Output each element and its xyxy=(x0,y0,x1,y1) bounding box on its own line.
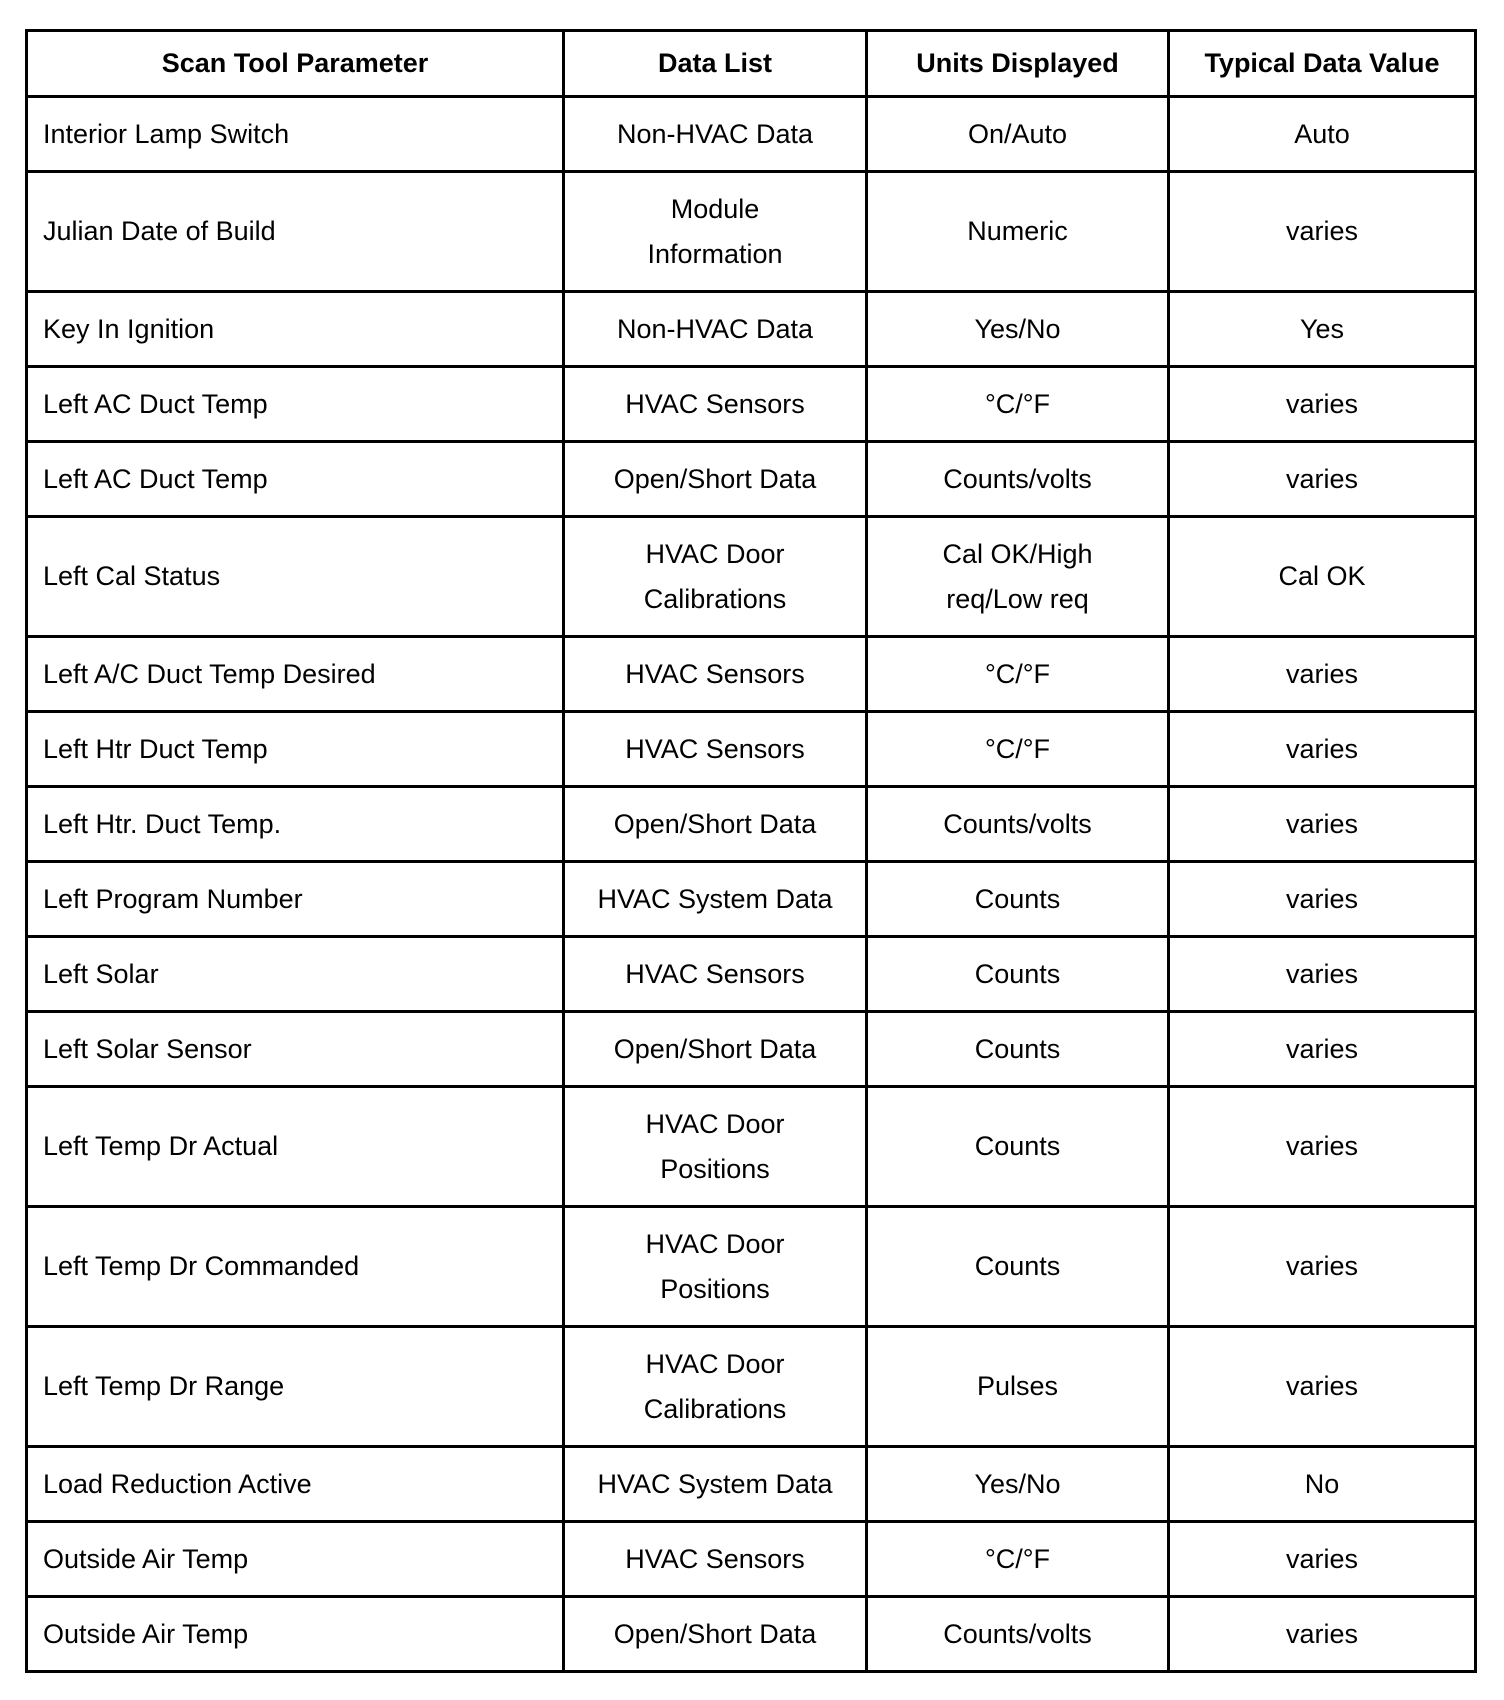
cell-data-list-line: HVAC Sensors xyxy=(625,733,805,764)
cell-units-displayed xyxy=(867,292,1169,367)
cell-units-displayed xyxy=(867,172,1169,292)
cell-units-line: Counts/volts xyxy=(943,808,1092,839)
table-row xyxy=(27,442,1476,517)
cell-scan-tool-parameter: Left Htr Duct Temp xyxy=(27,712,564,787)
cell-typical-data-value: varies xyxy=(1169,712,1476,787)
cell-data-list xyxy=(564,367,867,442)
cell-typical-data-value: varies xyxy=(1169,787,1476,862)
cell-scan-tool-parameter: Left Solar Sensor xyxy=(27,1012,564,1087)
cell-units-displayed xyxy=(867,1327,1169,1447)
cell-units-line: Numeric xyxy=(967,216,1068,246)
cell-scan-tool-parameter: Left Htr. Duct Temp. xyxy=(27,787,564,862)
cell-typical-data-value: varies xyxy=(1169,1012,1476,1087)
cell-data-list-line: Module xyxy=(670,193,760,224)
cell-data-list-line: HVAC Sensors xyxy=(625,388,805,419)
cell-data-list-line: HVAC Door xyxy=(645,538,785,569)
cell-units-displayed xyxy=(867,1597,1169,1672)
cell-units-displayed xyxy=(867,442,1169,517)
cell-units-displayed xyxy=(867,862,1169,937)
cell-scan-tool-parameter: Outside Air Temp xyxy=(27,1522,564,1597)
header-scan-tool-parameter: Scan Tool Parameter xyxy=(27,31,564,97)
table-row xyxy=(27,517,1476,637)
cell-units-line: Counts xyxy=(974,1033,1061,1064)
cell-data-list-line: Calibrations xyxy=(643,1393,787,1424)
table-row xyxy=(27,1012,1476,1087)
cell-units-displayed xyxy=(867,1087,1169,1207)
cell-data-list xyxy=(564,1597,867,1672)
cell-units-line: Counts xyxy=(974,958,1061,989)
cell-units-line: °C/°F xyxy=(984,388,1051,419)
cell-units-line: Pulses xyxy=(976,1371,1059,1401)
cell-units-displayed xyxy=(867,517,1169,637)
cell-data-list xyxy=(564,292,867,367)
cell-scan-tool-parameter: Left AC Duct Temp xyxy=(27,367,564,442)
cell-data-list xyxy=(564,1522,867,1597)
cell-scan-tool-parameter: Left Temp Dr Commanded xyxy=(27,1207,564,1327)
cell-data-list xyxy=(564,1327,867,1447)
cell-data-list xyxy=(564,1012,867,1087)
cell-data-list xyxy=(564,712,867,787)
table-row xyxy=(27,862,1476,937)
cell-units-displayed xyxy=(867,787,1169,862)
header-row xyxy=(27,31,1476,97)
cell-data-list-line: HVAC Door xyxy=(645,1108,785,1139)
table-row xyxy=(27,172,1476,292)
cell-scan-tool-parameter: Interior Lamp Switch xyxy=(27,97,564,172)
cell-data-list-line: HVAC System Data xyxy=(597,1468,833,1499)
cell-data-list-line: Non-HVAC Data xyxy=(616,313,814,344)
cell-scan-tool-parameter: Left Solar xyxy=(27,937,564,1012)
table-row xyxy=(27,637,1476,712)
cell-typical-data-value: varies xyxy=(1169,442,1476,517)
cell-units-displayed xyxy=(867,937,1169,1012)
scan-tool-data-table xyxy=(25,29,1477,1673)
cell-scan-tool-parameter: Left Program Number xyxy=(27,862,564,937)
cell-units-displayed xyxy=(867,367,1169,442)
cell-units-displayed xyxy=(867,1522,1169,1597)
table-row xyxy=(27,712,1476,787)
cell-typical-data-value: Auto xyxy=(1169,97,1476,172)
cell-units-line: °C/°F xyxy=(984,1543,1051,1574)
cell-data-list-line: Open/Short Data xyxy=(613,808,817,839)
cell-units-line: req/Low req xyxy=(946,583,1089,614)
cell-data-list xyxy=(564,1087,867,1207)
cell-data-list-line: Non-HVAC Data xyxy=(616,118,814,149)
header-typical-data-value: Typical Data Value xyxy=(1169,31,1476,97)
cell-typical-data-value: varies xyxy=(1169,1087,1476,1207)
cell-units-line: Counts xyxy=(974,883,1061,914)
cell-data-list-line: Information xyxy=(647,238,783,269)
cell-typical-data-value: varies xyxy=(1169,1207,1476,1327)
cell-data-list xyxy=(564,1207,867,1327)
cell-data-list-line: Positions xyxy=(660,1153,770,1184)
cell-data-list-line: HVAC Door xyxy=(645,1348,785,1379)
table-row xyxy=(27,937,1476,1012)
cell-scan-tool-parameter: Left Temp Dr Range xyxy=(27,1327,564,1447)
cell-units-line: Counts xyxy=(974,1251,1061,1281)
cell-data-list xyxy=(564,862,867,937)
cell-data-list-line: HVAC Sensors xyxy=(625,1543,805,1574)
cell-typical-data-value: varies xyxy=(1169,1522,1476,1597)
cell-units-line: Counts xyxy=(974,1131,1061,1161)
cell-scan-tool-parameter: Left AC Duct Temp xyxy=(27,442,564,517)
cell-units-displayed xyxy=(867,1012,1169,1087)
table-row xyxy=(27,292,1476,367)
cell-typical-data-value: varies xyxy=(1169,862,1476,937)
cell-scan-tool-parameter: Left A/C Duct Temp Desired xyxy=(27,637,564,712)
cell-units-displayed xyxy=(867,97,1169,172)
cell-units-line: On/Auto xyxy=(967,118,1068,149)
cell-data-list xyxy=(564,937,867,1012)
cell-data-list xyxy=(564,1447,867,1522)
cell-units-line: °C/°F xyxy=(984,658,1051,689)
cell-units-displayed xyxy=(867,712,1169,787)
cell-units-line: Cal OK/High xyxy=(942,538,1093,569)
cell-typical-data-value: No xyxy=(1169,1447,1476,1522)
cell-typical-data-value: varies xyxy=(1169,1327,1476,1447)
cell-data-list xyxy=(564,442,867,517)
table-row xyxy=(27,1327,1476,1447)
cell-units-line: °C/°F xyxy=(984,733,1051,764)
cell-data-list xyxy=(564,517,867,637)
cell-data-list-line: HVAC Sensors xyxy=(625,958,805,989)
cell-data-list xyxy=(564,637,867,712)
cell-units-displayed xyxy=(867,1447,1169,1522)
cell-units-line: Counts/volts xyxy=(943,463,1092,494)
header-data-list: Data List xyxy=(564,31,867,97)
cell-units-displayed xyxy=(867,637,1169,712)
cell-data-list xyxy=(564,787,867,862)
table-row xyxy=(27,1597,1476,1672)
table-row xyxy=(27,1522,1476,1597)
cell-scan-tool-parameter: Left Temp Dr Actual xyxy=(27,1087,564,1207)
table-row xyxy=(27,1447,1476,1522)
cell-scan-tool-parameter: Key In Ignition xyxy=(27,292,564,367)
table-row xyxy=(27,787,1476,862)
cell-data-list-line: Open/Short Data xyxy=(613,1033,817,1064)
cell-data-list-line: HVAC Sensors xyxy=(625,658,805,689)
table-row xyxy=(27,1207,1476,1327)
cell-data-list-line: HVAC Door xyxy=(645,1228,785,1259)
table-row xyxy=(27,1087,1476,1207)
cell-data-list-line: Positions xyxy=(660,1273,770,1304)
cell-units-line: Yes/No xyxy=(974,313,1061,344)
cell-typical-data-value: varies xyxy=(1169,1597,1476,1672)
table-body xyxy=(27,97,1476,1672)
table-row xyxy=(27,367,1476,442)
cell-typical-data-value: varies xyxy=(1169,637,1476,712)
header-units-displayed: Units Displayed xyxy=(867,31,1169,97)
table-header xyxy=(27,31,1476,97)
cell-units-line: Counts/volts xyxy=(943,1618,1092,1649)
cell-typical-data-value: Cal OK xyxy=(1169,517,1476,637)
cell-scan-tool-parameter: Julian Date of Build xyxy=(27,172,564,292)
cell-data-list-line: HVAC System Data xyxy=(597,883,833,914)
cell-data-list-line: Calibrations xyxy=(643,583,787,614)
table-row xyxy=(27,97,1476,172)
cell-typical-data-value: varies xyxy=(1169,937,1476,1012)
cell-scan-tool-parameter: Outside Air Temp xyxy=(27,1597,564,1672)
cell-data-list-line: Open/Short Data xyxy=(613,463,817,494)
cell-units-displayed xyxy=(867,1207,1169,1327)
cell-typical-data-value: varies xyxy=(1169,172,1476,292)
cell-typical-data-value: varies xyxy=(1169,367,1476,442)
cell-data-list xyxy=(564,172,867,292)
cell-data-list xyxy=(564,97,867,172)
cell-units-line: Yes/No xyxy=(974,1468,1061,1499)
cell-scan-tool-parameter: Left Cal Status xyxy=(27,517,564,637)
cell-data-list-line: Open/Short Data xyxy=(613,1618,817,1649)
cell-scan-tool-parameter: Load Reduction Active xyxy=(27,1447,564,1522)
cell-typical-data-value: Yes xyxy=(1169,292,1476,367)
